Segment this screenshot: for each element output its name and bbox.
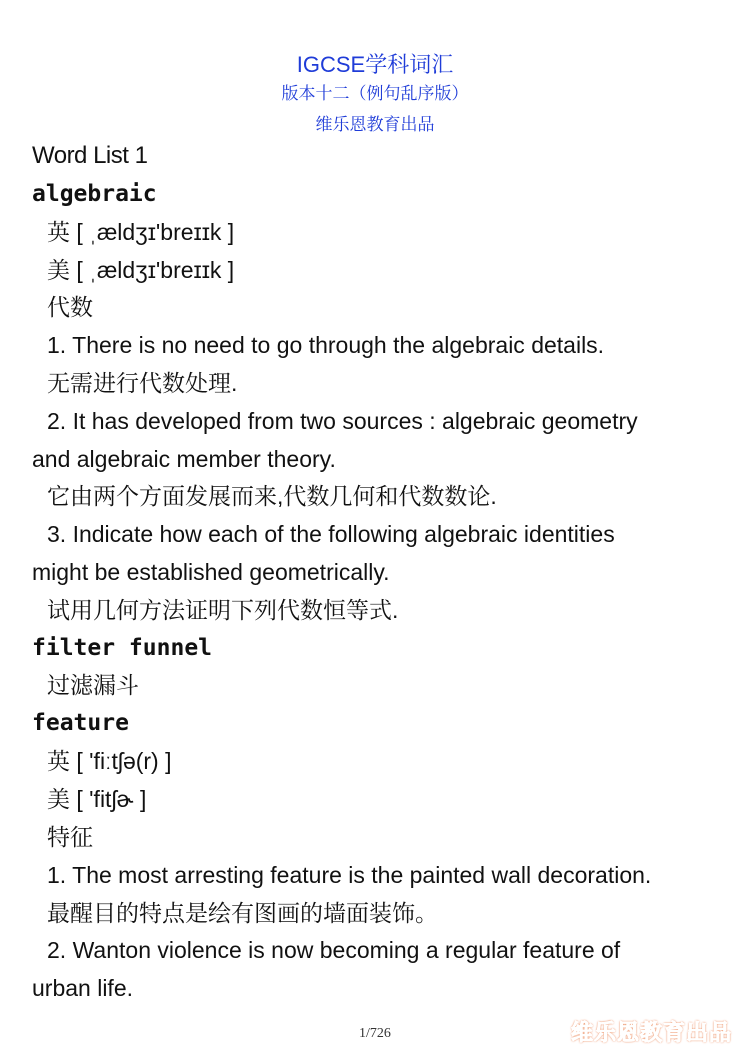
example-sentence: 3. Indicate how each of the following algebraic identities	[47, 521, 615, 547]
example-translation: 它由两个方面发展而来,代数几何和代数数论.	[47, 483, 497, 509]
example-translation: 无需进行代数处理.	[47, 370, 238, 396]
word-list-title: Word List 1	[32, 142, 148, 169]
entry-meaning: 代数	[47, 294, 93, 320]
us-pronunciation: 美 [ ˌældʒɪ'breɪɪk ]	[47, 257, 235, 283]
example-sentence: 2. Wanton violence is now becoming a regular feature of	[47, 937, 621, 963]
publisher-line: 维乐恩教育出品	[315, 115, 435, 134]
document-title: IGCSE学科词汇	[296, 52, 454, 77]
page-number: 1/726	[359, 1026, 391, 1041]
us-pronunciation: 美 [ 'fitʃɚ ]	[47, 786, 147, 812]
example-sentence: 1. There is no need to go through the algebraic details.	[47, 332, 605, 358]
uk-pronunciation: 英 [ ˌældʒɪ'breɪɪk ]	[47, 219, 235, 245]
document-subtitle: 版本十二（例句乱序版）	[281, 84, 469, 103]
example-sentence: 1. The most arresting feature is the painted wall decoration.	[47, 862, 652, 888]
entry-meaning: 过滤漏斗	[47, 672, 139, 698]
example-sentence-continued: urban life.	[32, 975, 134, 1001]
entry-meaning: 特征	[47, 824, 93, 850]
example-sentence-continued: and algebraic member theory.	[32, 446, 336, 472]
uk-pronunciation: 英 [ 'fiːtʃə(r) ]	[47, 748, 172, 774]
publisher-watermark: 维乐恩教育出品	[570, 1020, 732, 1045]
entry-word: algebraic	[32, 181, 157, 207]
entry-word: feature	[32, 710, 129, 736]
example-sentence: 2. It has developed from two sources : algebraic geometry	[47, 408, 638, 434]
entry-word: filter funnel	[32, 635, 213, 661]
example-translation: 最醒目的特点是绘有图画的墙面装饰。	[47, 900, 438, 926]
example-sentence-continued: might be established geometrically.	[32, 559, 390, 585]
example-translation: 试用几何方法证明下列代数恒等式.	[47, 597, 399, 623]
